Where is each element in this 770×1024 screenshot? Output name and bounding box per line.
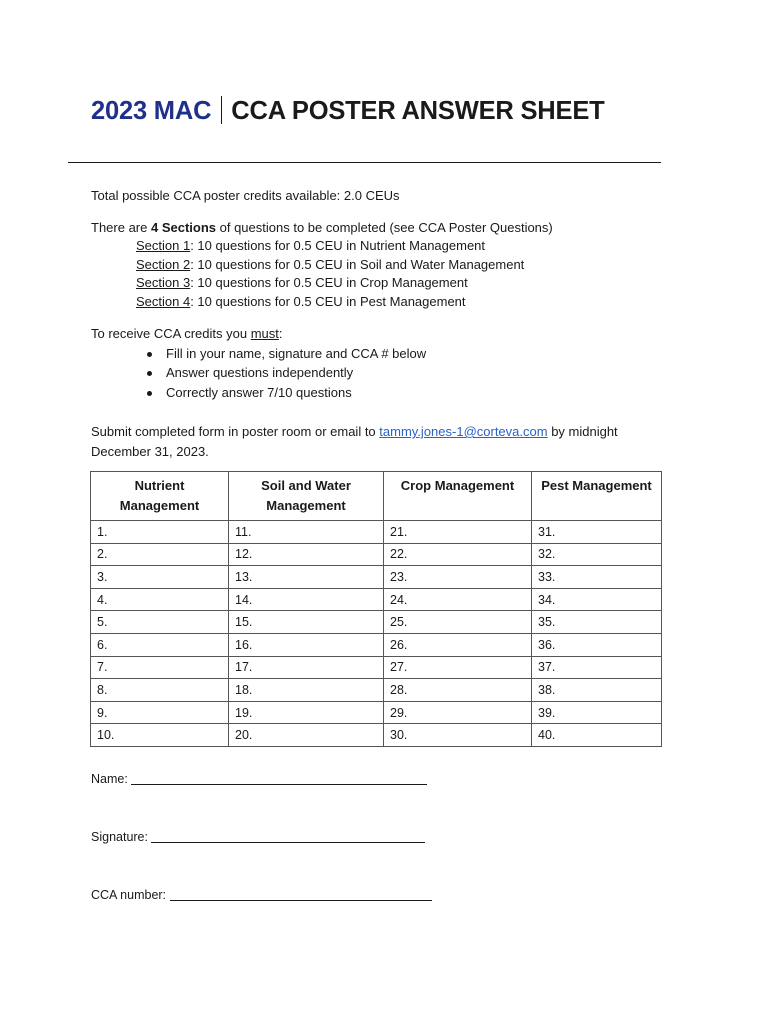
answer-cell[interactable]: 13. (229, 566, 384, 589)
answer-cell[interactable]: 25. (384, 611, 532, 634)
answer-cell[interactable]: 10. (91, 724, 229, 747)
answer-cell[interactable]: 21. (384, 521, 532, 544)
answer-cell[interactable]: 30. (384, 724, 532, 747)
section-line-1: Section 1: 10 questions for 0.5 CEU in Nutrient Management (136, 238, 486, 253)
answer-cell[interactable]: 34. (532, 588, 662, 611)
bullet-icon (147, 371, 152, 376)
answer-cell[interactable]: 24. (384, 588, 532, 611)
table-row (91, 701, 662, 724)
answer-cell[interactable]: 33. (532, 566, 662, 589)
answer-table (90, 471, 662, 747)
answer-cell[interactable]: 23. (384, 566, 532, 589)
requirement-item: Answer questions independently (166, 365, 353, 380)
answer-cell[interactable]: 32. (532, 543, 662, 566)
answer-cell[interactable]: 19. (229, 701, 384, 724)
section-line-4: Section 4: 10 questions for 0.5 CEU in Pest Management (136, 294, 466, 309)
page-title (91, 96, 605, 126)
col-header-nutrient: Nutrient Management (91, 472, 229, 521)
table-row (91, 566, 662, 589)
bullet-icon (147, 391, 152, 396)
answer-cell[interactable]: 12. (229, 543, 384, 566)
submit-instructions: Submit completed form in poster room or email to tammy.jones-1@corteva.com by midnight (91, 424, 618, 439)
answer-cell[interactable]: 11. (229, 521, 384, 544)
answer-cell[interactable]: 27. (384, 656, 532, 679)
table-row (91, 724, 662, 747)
table-row (91, 588, 662, 611)
table-row (91, 521, 662, 544)
answer-cell[interactable]: 37. (532, 656, 662, 679)
bullet-icon (147, 352, 152, 357)
answer-cell[interactable]: 14. (229, 588, 384, 611)
credits-line: Total possible CCA poster credits available: 2.0 CEUs (91, 188, 400, 203)
answer-cell[interactable]: 18. (229, 679, 384, 702)
answer-cell[interactable]: 8. (91, 679, 229, 702)
cca-number-blank[interactable] (170, 888, 432, 901)
answer-cell[interactable]: 4. (91, 588, 229, 611)
col-header-pest: Pest Management (532, 472, 662, 521)
table-row (91, 656, 662, 679)
table-row (91, 679, 662, 702)
answer-cell[interactable]: 29. (384, 701, 532, 724)
answer-cell[interactable]: 3. (91, 566, 229, 589)
answer-cell[interactable]: 15. (229, 611, 384, 634)
col-header-crop: Crop Management (384, 472, 532, 521)
answer-cell[interactable]: 7. (91, 656, 229, 679)
name-blank[interactable] (131, 772, 427, 785)
requirement-item: Fill in your name, signature and CCA # below (166, 346, 426, 361)
answer-cell[interactable]: 16. (229, 633, 384, 656)
signature-field[interactable]: Signature: (91, 830, 425, 844)
answer-cell[interactable]: 26. (384, 633, 532, 656)
answer-cell[interactable]: 40. (532, 724, 662, 747)
requirements-intro: To receive CCA credits you must: (91, 326, 283, 341)
answer-cell[interactable]: 38. (532, 679, 662, 702)
title-divider (221, 96, 222, 124)
table-row (91, 543, 662, 566)
requirement-item: Correctly answer 7/10 questions (166, 385, 352, 400)
answer-cell[interactable]: 9. (91, 701, 229, 724)
answer-cell[interactable]: 36. (532, 633, 662, 656)
answer-cell[interactable]: 20. (229, 724, 384, 747)
section-line-2: Section 2: 10 questions for 0.5 CEU in Soil and Water Management (136, 257, 525, 272)
name-field[interactable]: Name: (91, 772, 427, 786)
answer-cell[interactable]: 22. (384, 543, 532, 566)
table-row (91, 611, 662, 634)
section-line-3: Section 3: 10 questions for 0.5 CEU in Crop Management (136, 275, 468, 290)
cca-number-field[interactable]: CCA number: (91, 888, 432, 902)
col-header-soil-water: Soil and Water Management (229, 472, 384, 521)
answer-cell[interactable]: 39. (532, 701, 662, 724)
event-name: 2023 MAC (91, 97, 212, 125)
sheet-title: CCA POSTER ANSWER SHEET (231, 97, 605, 125)
answer-cell[interactable]: 31. (532, 521, 662, 544)
sections-intro: There are 4 Sections of questions to be completed (see CCA Poster Questions) (91, 220, 553, 235)
answer-cell[interactable]: 28. (384, 679, 532, 702)
answer-cell[interactable]: 6. (91, 633, 229, 656)
table-row (91, 633, 662, 656)
answer-cell[interactable]: 35. (532, 611, 662, 634)
contact-email-link[interactable]: tammy.jones-1@corteva.com (379, 424, 548, 439)
submit-deadline: December 31, 2023. (91, 444, 209, 459)
header-rule (68, 162, 661, 163)
answer-cell[interactable]: 2. (91, 543, 229, 566)
answer-cell[interactable]: 1. (91, 521, 229, 544)
signature-blank[interactable] (151, 830, 425, 843)
sections-count: 4 Sections (150, 220, 217, 235)
answer-cell[interactable]: 17. (229, 656, 384, 679)
answer-cell[interactable]: 5. (91, 611, 229, 634)
